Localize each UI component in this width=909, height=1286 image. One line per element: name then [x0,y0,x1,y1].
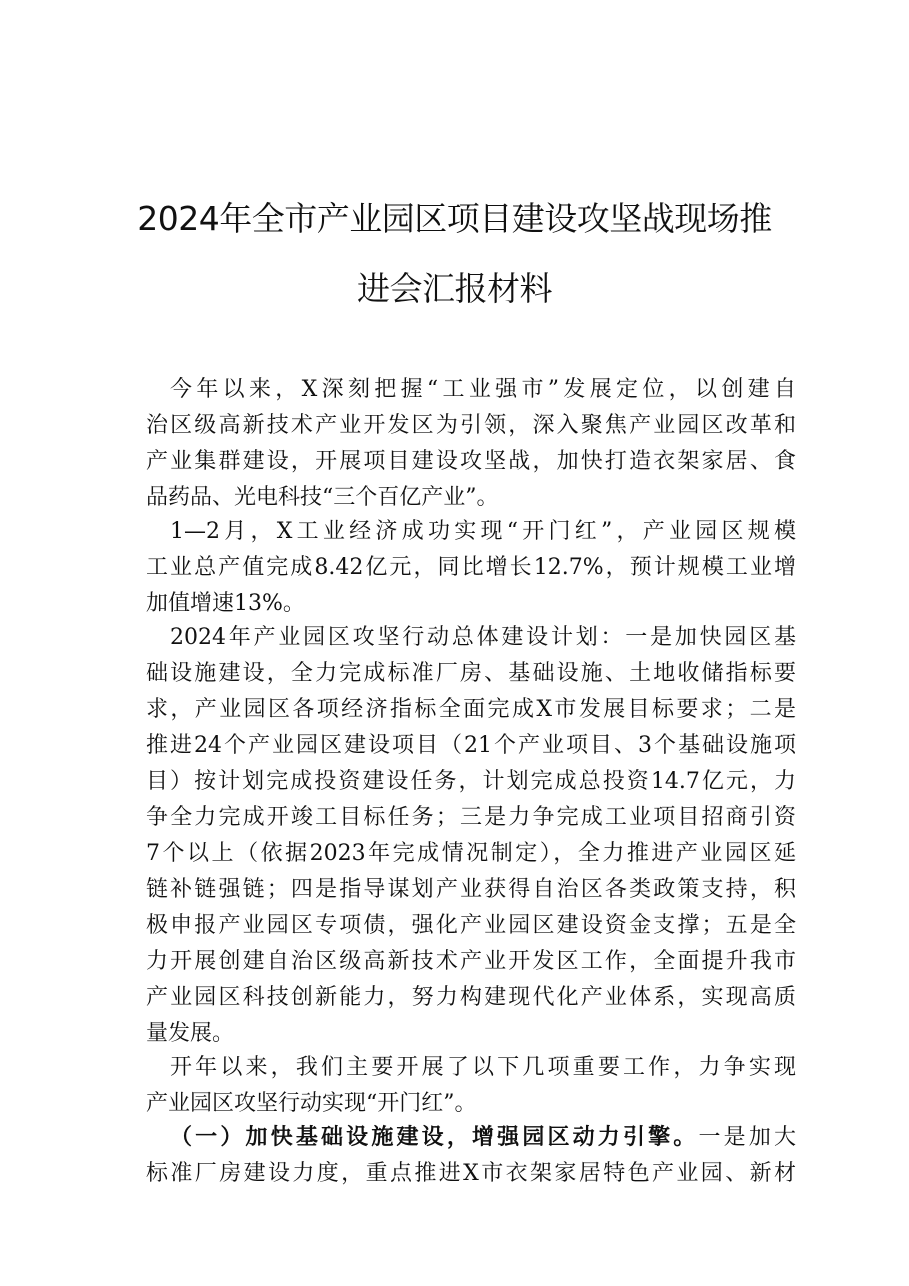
paragraph-2-line-3: 加值增速13%。 [146,591,305,616]
paragraph-3-line-3: 求，产业园区各项经济指标全面完成X市发展目标要求；二是 [146,697,796,722]
paragraph-2-line-1: 1—2月，X工业经济成功实现“开门红”，产业园区规模 [170,519,796,544]
paragraph-3-line-10: 力开展创建自治区级高新技术产业开发区工作，全面提升我市 [146,949,796,974]
paragraph-3-line-8: 链补链强链；四是指导谋划产业获得自治区各类政策支持，积 [146,877,796,902]
paragraph-3-line-1: 2024年产业园区攻坚行动总体建设计划：一是加快园区基 [170,625,796,650]
paragraph-2-line-2: 工业总产值完成8.42亿元，同比增长12.7%，预计规模工业增 [146,555,796,580]
section-1-lead-text: 一是加大 [698,1125,796,1150]
paragraph-3-line-9: 极申报产业园区专项债，强化产业园区建设资金支撑；五是全 [146,913,796,938]
paragraph-3-line-2: 础设施建设，全力完成标准厂房、基础设施、土地收储指标要 [146,661,796,686]
document-title-line-2: 进会汇报材料 [357,269,552,308]
paragraph-3-line-6: 争全力完成开竣工目标任务；三是力争完成工业项目招商引资 [146,805,796,830]
paragraph-3-line-4: 推进24个产业园区建设项目（21个产业项目、3个基础设施项 [146,733,796,758]
paragraph-3-line-11: 产业园区科技创新能力，努力构建现代化产业体系，实现高质 [146,985,796,1010]
paragraph-1-line-2: 治区级高新技术产业开发区为引领，深入聚焦产业园区改革和 [146,413,796,438]
paragraph-3-line-7: 7个以上（依据2023年完成情况制定），全力推进产业园区延 [146,841,796,866]
paragraph-5-line-2: 标准厂房建设力度，重点推进X市衣架家居特色产业园、新材 [146,1161,796,1186]
paragraph-1-line-3: 产业集群建设，开展项目建设攻坚战，加快打造衣架家居、食 [146,449,796,474]
paragraph-1-line-1: 今年以来，X深刻把握“工业强市”发展定位，以创建自 [170,377,796,402]
paragraph-4-line-1: 开年以来，我们主要开展了以下几项重要工作，力争实现 [170,1055,796,1080]
section-1-heading-line [170,1120,796,1156]
paragraph-3-line-5: 目）按计划完成投资建设任务，计划完成总投资14.7亿元，力 [146,769,796,794]
document-title-line-1: 2024年全市产业园区项目建设攻坚战现场推 [137,199,772,238]
paragraph-4-line-2: 产业园区攻坚行动实现“开门红”。 [146,1091,477,1116]
paragraph-3-line-12: 量发展。 [146,1021,235,1046]
paragraph-1-line-4: 品药品、光电科技“三个百亿产业”。 [146,485,499,510]
section-1-heading: （一）加快基础设施建设，增强园区动力引擎。 [170,1125,699,1150]
